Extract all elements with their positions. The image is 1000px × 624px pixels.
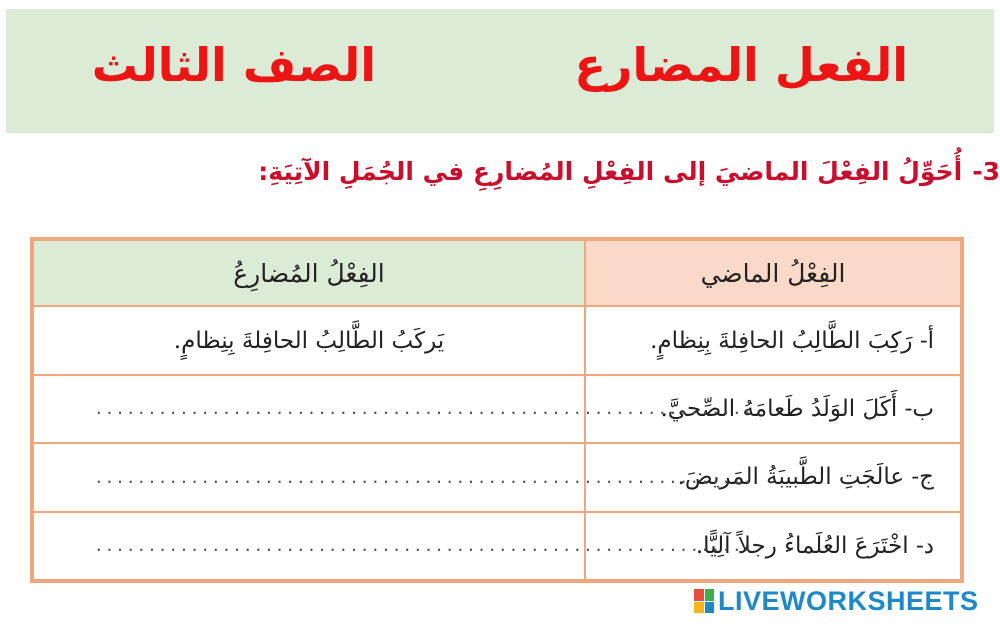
- header-past-tense: الفِعْلُ الماضي: [585, 240, 961, 306]
- past-sentence-a: أ- رَكِبَ الطَّالِبُ الحافِلةَ بِنِظامٍ.: [585, 306, 961, 374]
- present-answer-d[interactable]: [33, 512, 754, 580]
- present-answer-c[interactable]: [33, 443, 754, 511]
- past-sentence-b: ب- أَكَلَ الوَلَدُ طَعامَهُ الصِّحيَّ.: [585, 375, 961, 443]
- lesson-title: الفعل المضارع: [574, 38, 908, 92]
- liveworksheets-logo: [694, 586, 979, 616]
- liveworksheets-logo-text: LIVEWORKSHEETS: [718, 586, 979, 616]
- table-header-row: [33, 240, 961, 306]
- exercise-number: 3-: [972, 157, 1000, 186]
- present-answer-a: يَركَبُ الطَّالِبُ الحافِلةَ بِنِظامٍ.: [33, 306, 585, 374]
- conversion-table: [30, 237, 964, 583]
- answer-blank-c[interactable]: ..............................................................: [94, 467, 754, 487]
- table-row: [33, 512, 961, 580]
- past-sentence-d: د- اخْتَرَعَ العُلَماءُ رجلاً آلِيًّا.: [585, 512, 961, 580]
- table-row: [33, 375, 961, 443]
- title-banner: [6, 9, 994, 133]
- table-row: [33, 306, 961, 374]
- grade-label: الصف الثالث: [91, 38, 376, 92]
- instruction-text: أُحَوِّلُ الفِعْلَ الماضيَ إلى الفِعْلِ المُضارِعِ في الجُمَلِ الآتِيَةِ:: [258, 157, 963, 186]
- exercise-instruction: [258, 150, 1000, 194]
- table-row: [33, 443, 961, 511]
- answer-blank-d[interactable]: ..............................................................: [94, 536, 754, 556]
- header-present-tense: الفِعْلُ المُضارِعُ: [33, 240, 585, 306]
- present-answer-b[interactable]: [33, 375, 754, 443]
- past-sentence-c: ج- عالَجَتِ الطَّبيبَةُ المَريضَ.: [585, 443, 961, 511]
- answer-blank-b[interactable]: ..............................................................: [94, 399, 754, 419]
- liveworksheets-logo-icon: [694, 589, 714, 613]
